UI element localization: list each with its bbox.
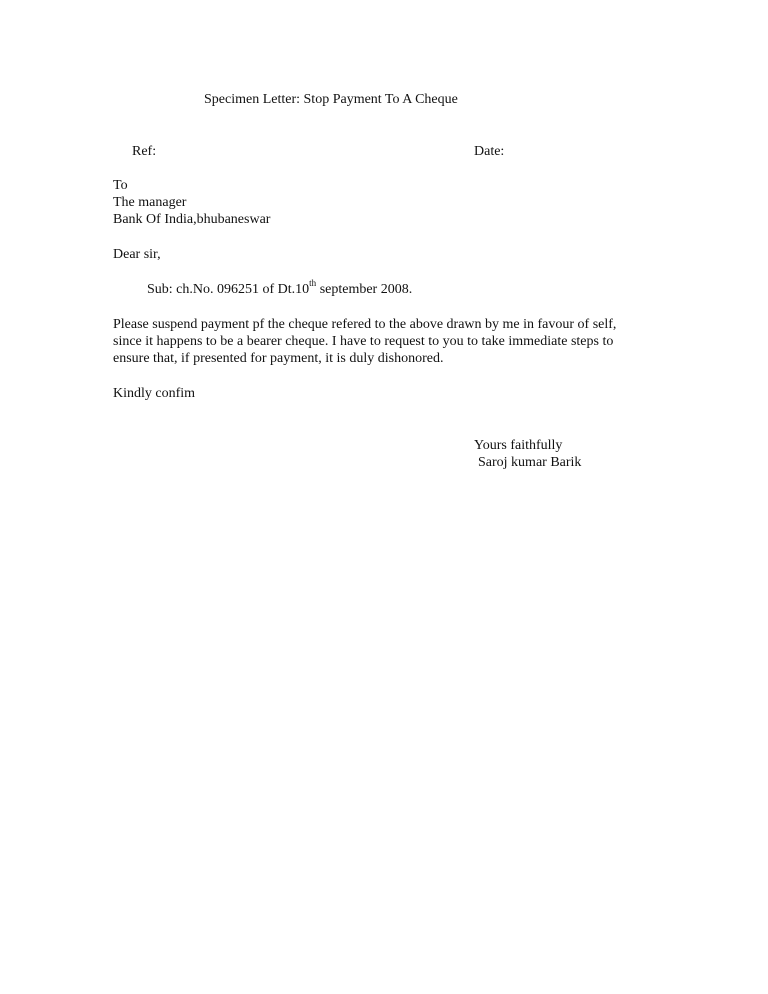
- signature-name: Saroj kumar Barik: [478, 455, 582, 470]
- recipient-position: The manager: [113, 195, 187, 210]
- recipient-bank: Bank Of India,bhubaneswar: [113, 212, 271, 227]
- subject-suffix: september 2008.: [316, 282, 413, 297]
- subject-superscript: th: [309, 278, 317, 289]
- subject-prefix: Sub: ch.No. 096251 of Dt.10: [147, 282, 310, 297]
- salutation: Dear sir,: [113, 247, 161, 262]
- body-line: since it happens to be a bearer cheque. I have to request to you to take immediate steps to: [113, 334, 614, 349]
- letter-body: [113, 316, 673, 367]
- letter-title: Specimen Letter: Stop Payment To A Cheque: [204, 92, 458, 107]
- recipient-to: To: [113, 178, 128, 193]
- date-label: Date:: [474, 144, 505, 159]
- subject-line: [147, 278, 413, 298]
- ref-label: Ref:: [132, 144, 157, 159]
- body-line: ensure that, if presented for payment, it is duly dishonored.: [113, 351, 444, 366]
- closing: Yours faithfully: [474, 438, 563, 453]
- body-line: Please suspend payment pf the cheque refered to the above drawn by me in favour of self,: [113, 317, 617, 332]
- request-line: Kindly confim: [113, 386, 196, 401]
